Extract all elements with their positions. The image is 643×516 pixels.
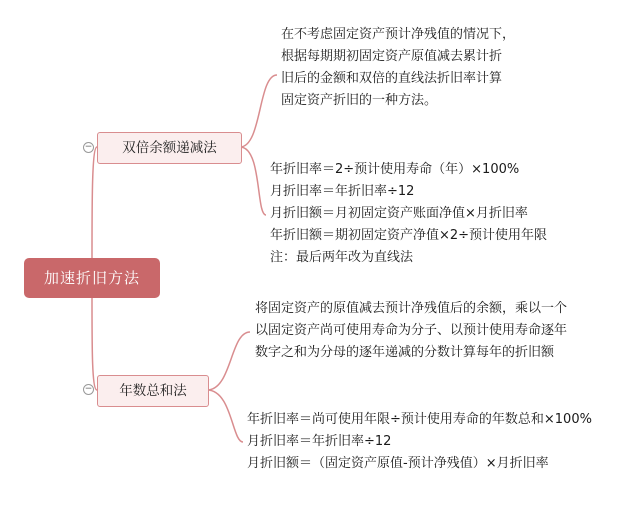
- definition-double-declining: [281, 24, 581, 112]
- note-line: 注：最后两年改为直线法: [270, 250, 414, 265]
- text-line: 旧后的金额和双倍的直线法折旧率计算: [281, 71, 503, 86]
- formulas-double-declining: [270, 159, 590, 269]
- connector-branch1-to-formulas: [240, 147, 266, 215]
- connector-branch2-to-formulas: [207, 390, 243, 442]
- formula-line: 月折旧率＝年折旧率÷12: [270, 184, 415, 199]
- formula-line: 年折旧率＝2÷预计使用寿命（年）×100%: [270, 162, 520, 177]
- text-line: 以固定资产尚可使用寿命为分子、以预计使用寿命逐年: [255, 323, 568, 338]
- formula-line: 月折旧额＝（固定资产原值-预计净残值）×月折旧率: [247, 456, 549, 471]
- text-line: 在不考虑固定资产预计净残值的情况下，: [281, 27, 516, 42]
- connector-branch2-to-definition: [207, 332, 250, 390]
- text-line: 固定资产折旧的一种方法。: [281, 93, 438, 108]
- connector-branch1-to-definition: [240, 75, 277, 147]
- definition-sum-of-years: [255, 298, 635, 364]
- minus-circle-icon[interactable]: −: [84, 384, 93, 394]
- minus-circle-icon[interactable]: −: [84, 142, 93, 152]
- branch-node-sum-of-years[interactable]: 年数总和法: [97, 375, 209, 407]
- text-line: 数字之和为分母的逐年递减的分数计算每年的折旧额: [255, 345, 555, 360]
- formula-line: 年折旧率＝尚可使用年限÷预计使用寿命的年数总和×100%: [247, 412, 592, 427]
- formula-line: 月折旧额＝月初固定资产账面净值×月折旧率: [270, 206, 528, 221]
- formula-line: 月折旧率＝年折旧率÷12: [247, 434, 392, 449]
- formulas-sum-of-years: [247, 409, 641, 475]
- text-line: 根据每期期初固定资产原值减去累计折: [281, 49, 503, 64]
- root-node[interactable]: 加速折旧方法: [24, 258, 160, 298]
- connector-root-to-branch1: [92, 147, 97, 258]
- branch-node-double-declining[interactable]: 双倍余额递减法: [97, 132, 242, 164]
- text-line: 将固定资产的原值减去预计净残值后的余额，乘以一个: [255, 301, 568, 316]
- formula-line: 年折旧额＝期初固定资产净值×2÷预计使用年限: [270, 228, 548, 243]
